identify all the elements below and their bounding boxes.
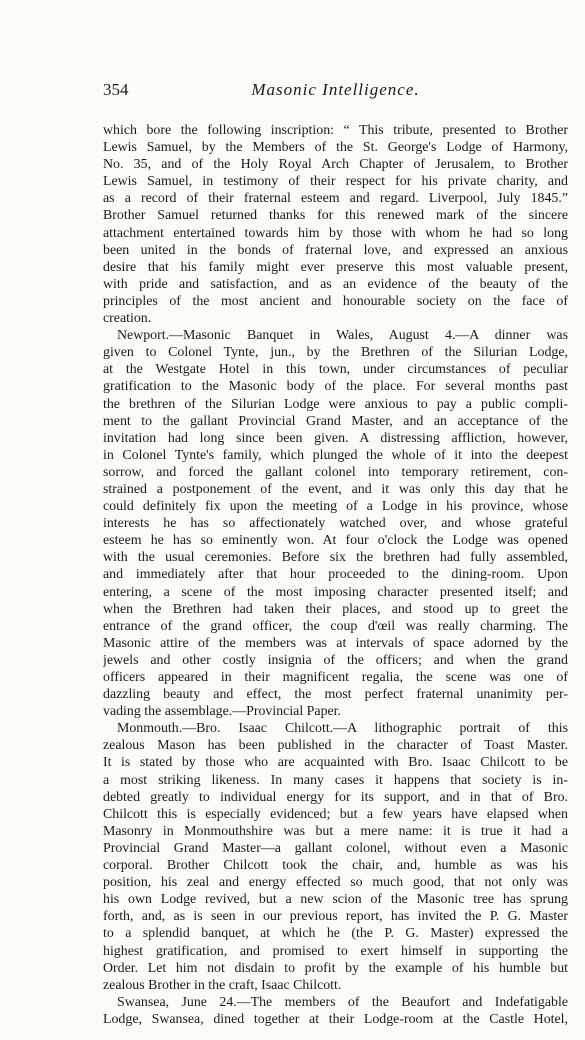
text-line: corporal. Brother Chilcott took the chair, and, humble as was his [103, 858, 568, 874]
running-title: Masonic Intelligence. [251, 80, 420, 99]
text-line: sorrow, and forced the gallant colonel into temporary retirement, con- [103, 464, 568, 480]
text-line: invitation had long since been given. A distressing affliction, however, [103, 430, 568, 446]
text-line: esteem he has so eminently won. At four o'clock the Lodge was opened [103, 533, 568, 549]
text-line: been united in the bonds of fraternal love, and expressed an anxious [103, 242, 568, 258]
text-line: jewels and other costly insignia of the officers; and when the grand [103, 652, 568, 668]
text-line: Masonry in Monmouthshire was but a mere name: it is true it had a [103, 823, 568, 839]
text-line: interests he has so affectionately watched over, and whose grateful [103, 516, 568, 532]
text-line: Lodge, Swansea, dined together at their Lodge-room at the Castle Hotel, [103, 1011, 568, 1027]
text-line: at the Westgate Hotel in this town, under circumstances of peculiar [103, 362, 568, 378]
text-line: given to Colonel Tynte, jun., by the Brethren of the Silurian Lodge, [103, 345, 568, 361]
text-line: It is stated by those who are acquainted with Bro. Isaac Chilcott to be [103, 755, 568, 771]
text-line: ment to the gallant Provincial Grand Master, and an acceptance of the [103, 413, 568, 429]
text-line: Swansea, June 24.—The members of the Beaufort and Indefatigable [117, 994, 568, 1010]
body-text [103, 122, 568, 1028]
text-line: debted greatly to individual energy for its support, and in that of Bro. [103, 789, 568, 805]
text-line: entering, a scene of the most imposing character presented itself; and [103, 584, 568, 600]
text-line: gratification to the Masonic body of the place. For several months past [103, 379, 568, 395]
text-line: highest gratification, and promised to exert himself in supporting the [103, 943, 568, 959]
text-line: a most striking likeness. In many cases it happens that society is in- [103, 772, 568, 788]
text-line: zealous Mason has been published in the character of Toast Master. [103, 738, 568, 754]
text-line: entrance of the grand officer, the coup d'œil was really charming. The [103, 618, 568, 634]
page-number: 354 [103, 80, 129, 99]
text-line: forth, and, as is seen in our previous report, has invited the P. G. Master [103, 909, 568, 925]
text-line: which bore the following inscription: “ This tribute, presented to Brother [103, 123, 568, 138]
text-line: as a record of their fraternal esteem and regard. Liverpool, July 1845.” [103, 191, 568, 207]
text-line: with pride and satisfaction, and as an evidence of the beauty of the [103, 276, 568, 292]
text-line: desire that his family might ever preserve this most valuable present, [103, 259, 568, 275]
text-line: Brother Samuel returned thanks for this renewed mark of the sincere [103, 208, 568, 224]
text-line: when the Brethren had taken their places, and stood up to greet the [103, 601, 568, 617]
text-line: Chilcott this is especially evidenced; but a few years have elapsed when [103, 806, 568, 822]
page-header [103, 80, 568, 104]
text-line: Lewis Samuel, by the Members of the St. George's Lodge of Harmony, [103, 140, 568, 156]
text-line: attachment entertained towards him by those with whom he had so long [103, 225, 568, 241]
text-line: strained a postponement of the event, and it was only this day that he [103, 481, 568, 497]
text-line: principles of the most ancient and honourable society on the face of [103, 293, 568, 309]
text-line: and immediately after that hour proceeded to the dining-room. Upon [103, 567, 568, 583]
text-line: position, his zeal and energy effected so much good, that not only was [103, 875, 568, 891]
text-line: dazzling beauty and effect, the most perfect fraternal unanimity per- [103, 687, 568, 703]
text-line: Lewis Samuel, in testimony of their respect for his private charity, and [103, 174, 568, 190]
text-line: Newport.—Masonic Banquet in Wales, August 4.—A dinner was [117, 328, 568, 344]
text-line: Provincial Grand Master—a gallant colonel, without even a Masonic [103, 840, 568, 856]
text-line: vading the assemblage.—Provincial Paper. [103, 704, 342, 720]
text-line: in Colonel Tynte's family, which plunged the whole of it into the deepest [103, 447, 568, 463]
text-line: officers appeared in their magnificent regalia, the scene was one of [103, 670, 568, 685]
text-line: his own Lodge revived, but a new scion of the Masonic tree has sprung [103, 892, 568, 908]
text-line: creation. [103, 311, 152, 327]
text-line: could definitely fix upon the meeting of a Lodge in his province, whose [103, 499, 568, 515]
text-line: the brethren of the Silurian Lodge were anxious to pay a public compli- [103, 396, 568, 412]
text-line: to a splendid banquet, at which he (the P. G. Master) expressed the [103, 926, 568, 942]
text-line: Monmouth.—Bro. Isaac Chilcott.—A lithographic portrait of this [117, 721, 568, 737]
text-line: zealous Brother in the craft, Isaac Chilcott. [103, 977, 342, 993]
text-line: Order. Let him not disdain to profit by the example of his humble but [103, 960, 568, 976]
text-line: Masonic attire of the members was at intervals of space adorned by the [103, 635, 568, 651]
text-line: No. 35, and of the Holy Royal Arch Chapter of Jerusalem, to Brother [103, 157, 568, 173]
text-line: with the usual ceremonies. Before six the brethren had fully assembled, [103, 550, 568, 566]
